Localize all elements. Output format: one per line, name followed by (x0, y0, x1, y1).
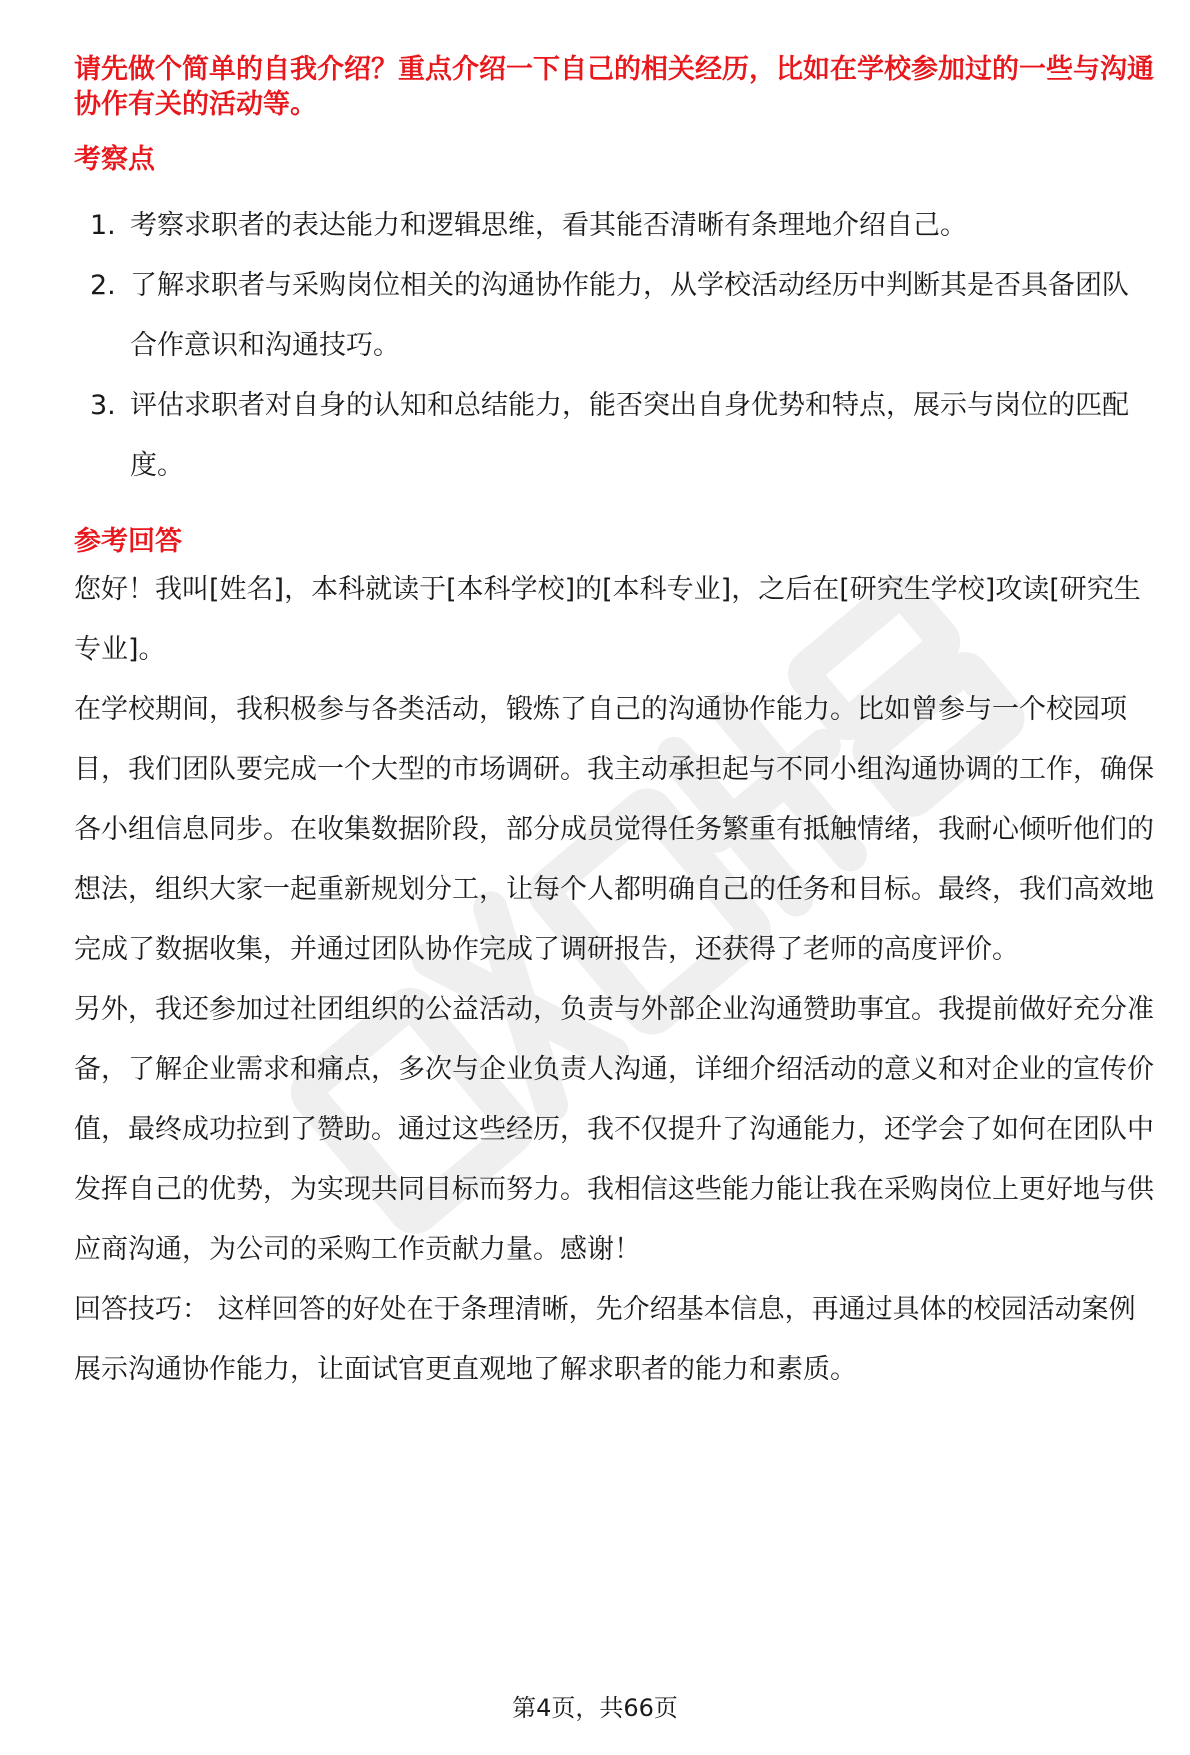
answer-tips: 回答技巧： 这样回答的好处在于条理清晰，先介绍基本信息，再通过具体的校园活动案例展示沟通协作能力，让面试官更直观地了解求职者的能力和素质。 (74, 1294, 1136, 1385)
check-point-text: 考察求职者的表达能力和逻辑思维，看其能否清晰有条理地介绍自己。 (130, 210, 967, 241)
interview-question: 请先做个简单的自我介绍？重点介绍一下自己的相关经历，比如在学校参加过的一些与沟通协作有关的活动等。 (74, 54, 1154, 120)
answer-paragraph: 在学校期间，我积极参与各类活动，锻炼了自己的沟通协作能力。比如曾参与一个校园项目，我们团队要完成一个大型的市场调研。我主动承担起与不同小组沟通协调的工作，确保各小组信息同步。在收集数据阶段，部分成员觉得任务繁重有抵触情绪，我耐心倾听他们的想法，组织大家一起重新规划分工，让每个人都明确自己的任务和目标。最终，我们高效地完成了数据收集，并通过团队协作完成了调研报告，还获得了老师的高度评价。 (74, 694, 1154, 965)
reference-answer-heading: 参考回答 (74, 526, 182, 557)
page-number-footer: 第4页，共66页 (512, 1694, 678, 1722)
check-point-item (74, 196, 1154, 256)
check-point-number: 3. (90, 390, 116, 421)
check-point-number: 2. (90, 270, 116, 301)
check-point-item (74, 256, 1154, 376)
main-content (74, 52, 1154, 1400)
answer-paragraph: 另外，我还参加过社团组织的公益活动，负责与外部企业沟通赞助事宜。我提前做好充分准备，了解企业需求和痛点，多次与企业负责人沟通，详细介绍活动的意义和对企业的宣传价值，最终成功拉到了赞助。通过这些经历，我不仅提升了沟通能力，还学会了如何在团队中发挥自己的优势，为实现共同目标而努力。我相信这些能力能让我在采购岗位上更好地与供应商沟通，为公司的采购工作贡献力量。感谢！ (74, 994, 1154, 1265)
check-points-heading: 考察点 (74, 144, 155, 175)
check-point-number: 1. (90, 210, 116, 241)
check-point-text: 了解求职者与采购岗位相关的沟通协作能力，从学校活动经历中判断其是否具备团队合作意识和沟通技巧。 (130, 270, 1129, 361)
check-point-item (74, 376, 1154, 496)
check-points-list (74, 196, 1154, 496)
answer-paragraph: 您好！我叫[姓名]，本科就读于[本科学校]的[本科专业]，之后在[研究生学校]攻读[研究生专业]。 (74, 574, 1141, 665)
check-point-text: 评估求职者对自身的认知和总结能力，能否突出自身优势和特点，展示与岗位的匹配度。 (130, 390, 1129, 481)
